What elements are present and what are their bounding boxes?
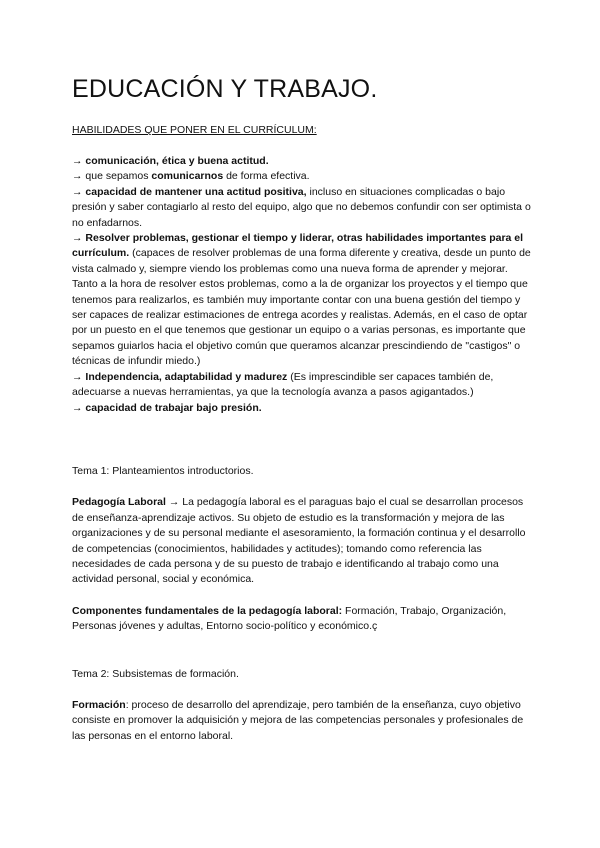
list-item: → capacidad de trabajar bajo presión. [72,401,262,414]
formacion-paragraph: Formación: proceso de desarrollo del aprendizaje, pero también de la enseñanza, cuyo objetivo consiste en promover la adquisición y mejora de las competencias personales y profesionales de las personas en el entorno laboral. [72,698,524,742]
document-page [72,72,532,744]
list-item: → comunicación, ética y buena actitud. [72,155,269,167]
skills-list [72,154,532,416]
pedagogia-laboral-paragraph: Pedagogía Laboral → La pedagogía laboral es el paraguas bajo el cual se desarrollan procesos de enseñanza-aprendizaje activos. Su objeto de estudio es la transformación y mejora de las organizaciones y de su personal mediante el asesoramiento, la formación continua y el desarrollo de competencias (conocimientos, habilidades y actitudes); tomando como referencia las necesidades de cada persona y de su puesto de trabajo e identificando al trabajo como una actividad personal, social y económica. [72,496,526,586]
arrow-icon: → [72,170,83,183]
list-item: → que sepamos comunicarnos de forma efectiva. [72,170,310,183]
page-title: EDUCACIÓN Y TRABAJO. [72,75,378,103]
skills-heading: HABILIDADES QUE PONER EN EL CURRÍCULUM: [72,124,317,136]
componentes-paragraph: Componentes fundamentales de la pedagogía laboral: Formación, Trabajo, Organización, Personas jóvenes y adultas, Entorno socio-político y económico.ç [72,604,507,633]
arrow-icon: → [72,370,83,383]
arrow-icon: → [72,232,83,245]
arrow-icon: → [168,496,180,509]
arrow-icon: → [72,185,83,198]
list-item: → capacidad de mantener una actitud positiva, incluso en situaciones complicadas o bajo presión y saber contagiarlo al resto del equipo, algo que no debemos confundir con ser optimista o no enfadarnos. [72,185,531,229]
tema1-heading: Tema 1: Planteamientos introductorios. [72,464,254,477]
arrow-icon: → [72,401,83,414]
list-item: → Resolver problemas, gestionar el tiempo y liderar, otras habilidades importantes para el currículum. (capaces de resolver problemas de una forma diferente y creativa, desde un punto de vista calmado y, siempre viendo los problemas como una nueva forma de aprender y mejorar. Tanto a la hora de resolver estos problemas, como a la de organizar los proyectos y el tiempo que tenemos para realizarlos, es también muy importante contar con una buena gestión del tiempo y ser capaces de realizar estimaciones de entrega acordes y realistas. Además, en el caso de optar por un puesto en el que tenemos que gestionar un equipo o a varias personas, es importante que sepamos guiarlos hacia el objetivo común que queramos alcanzar prescindiendo de "castigos" o técnicas de infundir miedo.) [72,232,531,368]
tema2-heading: Tema 2: Subsistemas de formación. [72,667,239,680]
arrow-icon: → [72,155,83,167]
list-item: → Independencia, adaptabilidad y madurez (Es imprescindible ser capaces también de, adecuarse a nuevas herramientas, ya que la tecnología avanza a pasos agigantados.) [72,370,494,399]
